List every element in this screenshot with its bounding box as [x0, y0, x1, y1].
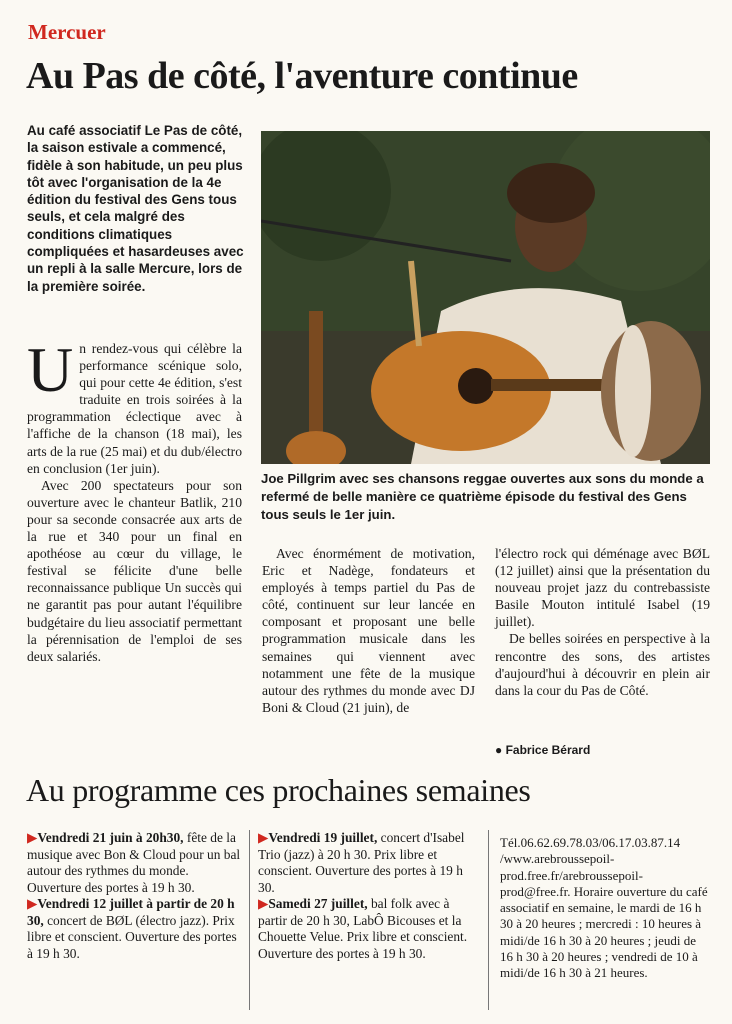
- musician-illustration: [261, 131, 710, 464]
- programme-title: Au programme ces prochaines semaines: [26, 772, 531, 808]
- article-column-2: [262, 545, 475, 716]
- paragraph-4: l'électro rock qui déménage avec BØL (12 juillet) ainsi que la présentation du nouveau projet jazz du contrebassiste Basile Mouton intitulé Isabel (19 juillet).: [495, 546, 710, 630]
- programme-item: ▶Vendredi 19 juillet, concert d'Isabel Trio (jazz) à 20 h 30. Prix libre et conscient. Ouverture des portes à 19 h 30.: [258, 830, 465, 895]
- arrow-icon: ▶: [258, 830, 269, 845]
- programme-item: ▶Samedi 27 juillet, bal folk avec à partir de 20 h 30, LabÔ Bicouses et la Chouette Velue. Prix libre et conscient. Ouverture des portes à 19 h 30.: [258, 896, 468, 961]
- article-column-3: [495, 545, 710, 699]
- article-lead: Au café associatif Le Pas de côté, la saison estivale a commencé, fidèle à son habitude, un peu plus tôt avec l'organisation de la 4e édition du festival des Gens tous seuls, et cela malgré des conditions climatiques compliquées et hasardeuses avec un repli à la salle Mercure, lors de la première soirée.: [27, 123, 244, 294]
- programme-item: ▶Vendredi 12 juillet à partir de 20 h 30, concert de BØL (électro jazz). Prix libre et conscient. Ouverture des portes à 19 h 30.: [27, 896, 237, 961]
- paragraph-5: De belles soirées en perspective à la rencontre des sons, des artistes d'aujourd'hui à découvrir en plein air dans la cour du Pas de Côté.: [495, 631, 710, 698]
- column-divider: [488, 830, 489, 1010]
- article-column-1: [27, 334, 242, 665]
- drop-cap: U: [27, 334, 74, 405]
- arrow-icon: ▶: [27, 896, 38, 911]
- page-title: Au Pas de côté, l'aventure continue: [26, 55, 578, 97]
- paragraph-3: Avec énormément de motivation, Eric et Nadège, fondateurs et employés à temps partiel du Pas de côté, continuent sur leur lancée en composant et proposant une belle programmation musicale dans les semaines qui viennent avec notamment une fête de la musique autour des rythmes du monde avec DJ Boni & Cloud (21 juin), de: [262, 546, 475, 715]
- paragraph-1: Un rendez-vous qui célèbre la performance scénique solo, qui pour cette 4e édition, s'est traduite en trois soirées à la programmation éclectique avec à l'affiche de la chanson (18 mai), les arts de la rue (25 mai) et du dub/électro en conclusion (1er juin).: [27, 334, 242, 476]
- programme-item: ▶Vendredi 21 juin à 20h30, fête de la musique avec Bon & Cloud pour un bal autour des rythmes du monde. Ouverture des portes à 19 h 30.: [27, 830, 241, 895]
- paragraph-2: Avec 200 spectateurs pour son ouverture avec le chanteur Batlik, 210 pour sa seconde consacrée aux arts de la rue et 340 pour un final en apothéose au cœur du village, le festival se félicite d'une belle reconnaissance publique Un succès qui ne garantit pas pour autant l'équilibre budgétaire du lieu associatif permettant la pérennisation de l'emploi de ses deux salariés.: [27, 477, 242, 664]
- programme-column-1: [27, 830, 242, 962]
- photo-caption: Joe Pillgrim avec ses chansons reggae ouvertes aux sons du monde a refermé de belle manière ce quatrième épisode du festival des Gens tous seuls le 1er juin.: [261, 471, 704, 522]
- column-divider: [249, 830, 250, 1010]
- programme-column-2: [258, 830, 468, 962]
- author-signature: ● Fabrice Bérard: [495, 743, 591, 757]
- kicker-location: Mercuer: [28, 20, 106, 44]
- arrow-icon: ▶: [258, 896, 269, 911]
- programme-info: Tél.06.62.69.78.03/06.17.03.87.14 /www.arebroussepoil-prod.free.fr/arebroussepoil-prod@free.fr. Horaire ouverture du café associatif en semaine, le mardi de 16 h 30 à 20 heures ; mercredi : 10 heures à midi/de 16 h 30 à 20 heures ; jeudi de 16 h 30 à 20 heures ; vendredi de 10 à midi/de 16 h 30 à 21 heures.: [500, 835, 708, 981]
- arrow-icon: ▶: [27, 830, 38, 845]
- article-photo: [261, 131, 710, 464]
